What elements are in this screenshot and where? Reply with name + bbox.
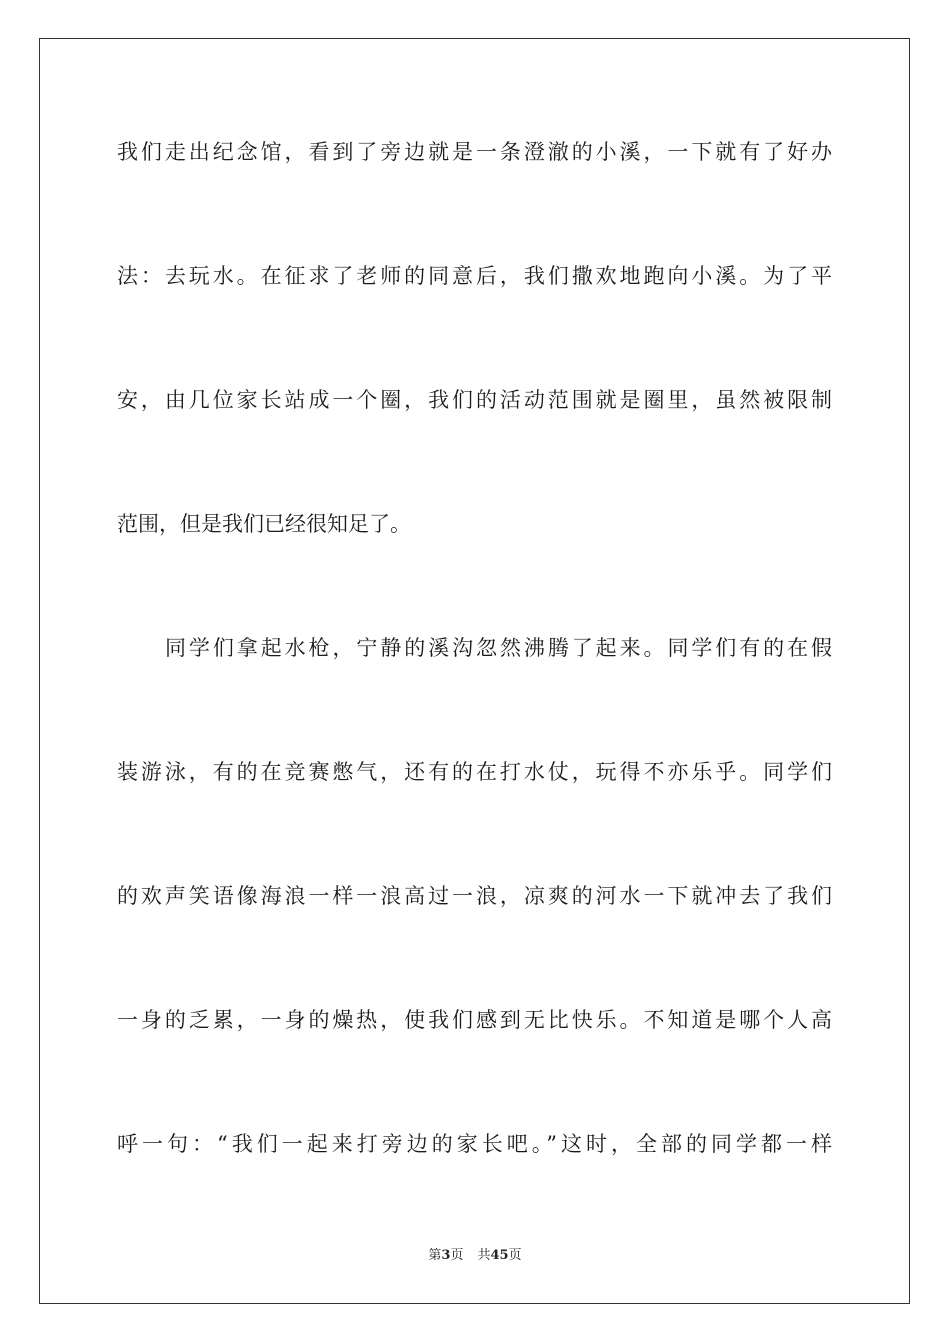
text-line: 范围，但是我们已经很知足了。 [117,512,411,536]
text-line: 的欢声笑语像海浪一样一浪高过一浪，凉爽的河水一下就冲去了我们 [117,884,832,908]
text-line: 呼一句：“我们一起来打旁边的家长吧。”这时，全部的同学都一样 [117,1132,832,1156]
footer-page-number: 3 [441,1248,451,1263]
page-border [39,38,910,1304]
footer-total-suffix: 页 [508,1248,522,1263]
text-line-indented: 同学们拿起水枪，宁静的溪沟忽然沸腾了起来。同学们有的在假 [165,636,832,660]
footer-total-prefix: 共 [477,1248,491,1263]
footer-page-suffix: 页 [450,1248,464,1263]
text-line: 我们走出纪念馆，看到了旁边就是一条澄澈的小溪，一下就有了好办 [117,140,832,164]
footer-total-pages: 45 [490,1248,509,1263]
page-footer [0,1247,950,1265]
footer-page-prefix: 第 [428,1248,442,1263]
text-line: 一身的乏累，一身的燥热，使我们感到无比快乐。不知道是哪个人高 [117,1008,832,1032]
text-line: 装游泳，有的在竞赛憋气，还有的在打水仗，玩得不亦乐乎。同学们 [117,760,832,784]
text-line: 安，由几位家长站成一个圈，我们的活动范围就是圈里，虽然被限制 [117,388,832,412]
text-line: 法：去玩水。在征求了老师的同意后，我们撒欢地跑向小溪。为了平 [117,264,832,288]
